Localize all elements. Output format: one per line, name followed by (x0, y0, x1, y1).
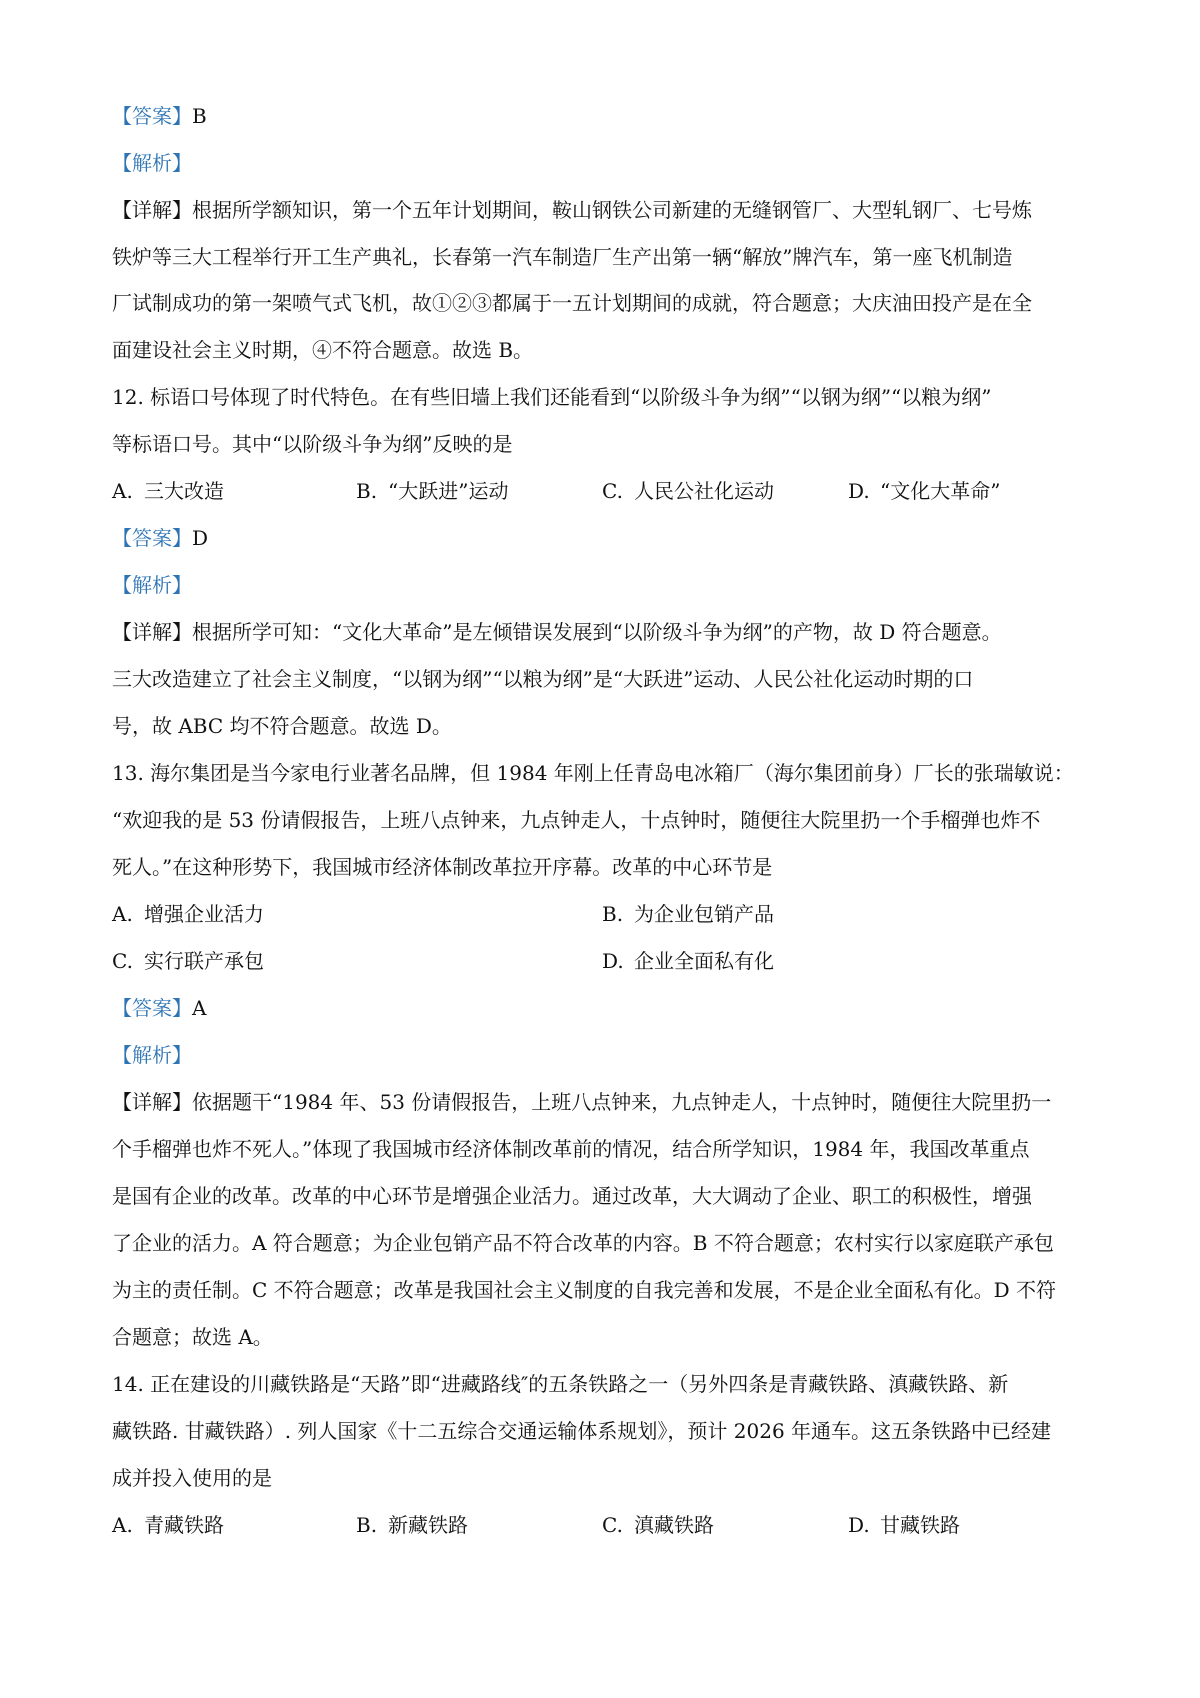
option-letter: B. (602, 902, 624, 926)
q11-detail-line-3: 厂试制成功的第一架喷气式飞机，故①②③都属于一五计划期间的成就，符合题意；大庆油田投产是在全 (112, 291, 1032, 315)
detail-label: 【详解】 (112, 198, 192, 222)
q12-option-a (112, 477, 224, 505)
q14-option-c (602, 1511, 714, 1539)
answer-value: D (192, 526, 209, 550)
q13-detail-line-5: 为主的责任制。C 不符合题意；改革是我国社会主义制度的自我完善和发展，不是企业全面私有化。D 不符 (112, 1278, 1057, 1302)
option-letter: B. (356, 479, 378, 503)
option-text: 实行联产承包 (144, 949, 264, 973)
q12-analysis-label: 【解析】 (112, 573, 192, 597)
option-text: 人民公社化运动 (634, 479, 774, 503)
detail-text: 依据题干“1984 年、53 份请假报告，上班八点钟来，九点钟走人，十点钟时，随便往大院里扔一 (192, 1090, 1052, 1114)
detail-text: 根据所学可知：“文化大革命”是左倾错误发展到“以阶级斗争为纲”的产物，故 D 符合题意。 (192, 620, 1002, 644)
q12-stem-line-2: 等标语口号。其中“以阶级斗争为纲”反映的是 (112, 432, 513, 456)
q12-detail-line-3: 号，故 ABC 均不符合题意。故选 D。 (112, 714, 452, 738)
q11-detail-line-2: 铁炉等三大工程举行开工生产典礼，长春第一汽车制造厂生产出第一辆“解放”牌汽车，第一座飞机制造 (112, 245, 1013, 269)
option-text: 增强企业活力 (144, 902, 264, 926)
q13-analysis-label: 【解析】 (112, 1043, 192, 1067)
option-letter: D. (848, 1513, 870, 1537)
q11-detail-line-4: 面建设社会主义时期，④不符合题意。故选 B。 (112, 338, 534, 362)
option-text: “大跃进”运动 (388, 479, 509, 503)
answer-value: A (192, 996, 207, 1020)
q13-detail-line-1 (112, 1088, 1097, 1116)
option-text: 三大改造 (144, 479, 224, 503)
option-letter: D. (602, 949, 624, 973)
option-letter: C. (602, 1513, 623, 1537)
q12-option-b (356, 477, 508, 505)
q13-stem-line-2: “欢迎我的是 53 份请假报告，上班八点钟来，九点钟走人，十点钟时，随便往大院里扔一个手榴弹也炸不 (112, 808, 1041, 832)
q13-answer-line (112, 994, 1097, 1022)
option-text: 甘藏铁路 (880, 1513, 960, 1537)
detail-label: 【详解】 (112, 620, 192, 644)
q12-answer-line (112, 524, 1097, 552)
q12-option-d (848, 477, 1000, 505)
q14-option-b (356, 1511, 468, 1539)
option-letter: A. (112, 902, 133, 926)
q13-detail-line-2: 个手榴弹也炸不死人。”体现了我国城市经济体制改革前的情况，结合所学知识，1984 年，我国改革重点 (112, 1137, 1030, 1161)
option-letter: D. (848, 479, 870, 503)
detail-label: 【详解】 (112, 1090, 192, 1114)
q13-option-b (602, 900, 774, 928)
q13-option-a (112, 900, 264, 928)
option-letter: A. (112, 1513, 133, 1537)
option-text: “文化大革命” (880, 479, 1001, 503)
q13-stem-line-3: 死人。”在这种形势下，我国城市经济体制改革拉开序幕。改革的中心环节是 (112, 855, 773, 879)
answer-label: 【答案】 (112, 104, 192, 128)
q13-detail-line-3: 是国有企业的改革。改革的中心环节是增强企业活力。通过改革，大大调动了企业、职工的积极性，增强 (112, 1184, 1032, 1208)
option-text: 企业全面私有化 (634, 949, 774, 973)
q14-option-d (848, 1511, 960, 1539)
option-text: 新藏铁路 (388, 1513, 468, 1537)
q12-detail-line-1 (112, 618, 1097, 646)
q13-detail-line-4: 了企业的活力。A 符合题意；为企业包销产品不符合改革的内容。B 不符合题意；农村实行以家庭联产承包 (112, 1231, 1054, 1255)
option-letter: C. (602, 479, 623, 503)
q12-detail-line-2: 三大改造建立了社会主义制度，“以钢为纲”“以粮为纲”是“大跃进”运动、人民公社化运动时期的口 (112, 667, 974, 691)
option-letter: A. (112, 479, 133, 503)
option-text: 为企业包销产品 (634, 902, 774, 926)
q12-stem-line-1: 12. 标语口号体现了时代特色。在有些旧墙上我们还能看到“以阶级斗争为纲”“以钢为纲”“以粮为纲” (112, 385, 992, 409)
q14-stem-line-3: 成并投入使用的是 (112, 1466, 272, 1490)
q11-detail-line-1 (112, 196, 1097, 224)
q13-stem-line-1: 13. 海尔集团是当今家电行业著名品牌，但 1984 年刚上任青岛电冰箱厂（海尔集团前身）厂长的张瑞敏说： (112, 761, 1074, 785)
answer-label: 【答案】 (112, 526, 192, 550)
q14-option-a (112, 1511, 224, 1539)
q13-detail-line-6: 合题意；故选 A。 (112, 1325, 273, 1349)
option-text: 青藏铁路 (144, 1513, 224, 1537)
detail-text: 根据所学额知识，第一个五年计划期间，鞍山钢铁公司新建的无缝钢管厂、大型轧钢厂、七号炼 (192, 198, 1032, 222)
q12-option-c (602, 477, 774, 505)
q13-option-c (112, 947, 264, 975)
q11-analysis-label: 【解析】 (112, 151, 192, 175)
option-letter: B. (356, 1513, 378, 1537)
q14-stem-line-1: 14. 正在建设的川藏铁路是“天路”即“进藏路线″的五条铁路之一（另外四条是青藏铁路、滇藏铁路、新 (112, 1372, 1009, 1396)
option-text: 滇藏铁路 (634, 1513, 714, 1537)
answer-value: B (192, 104, 207, 128)
option-letter: C. (112, 949, 133, 973)
q13-option-d (602, 947, 774, 975)
q11-answer-line (112, 102, 1097, 130)
answer-label: 【答案】 (112, 996, 192, 1020)
q14-stem-line-2: 藏铁路. 甘藏铁路）. 列人国家《十二五综合交通运输体系规划》，预计 2026 年通车。这五条铁路中已经建 (112, 1419, 1052, 1443)
